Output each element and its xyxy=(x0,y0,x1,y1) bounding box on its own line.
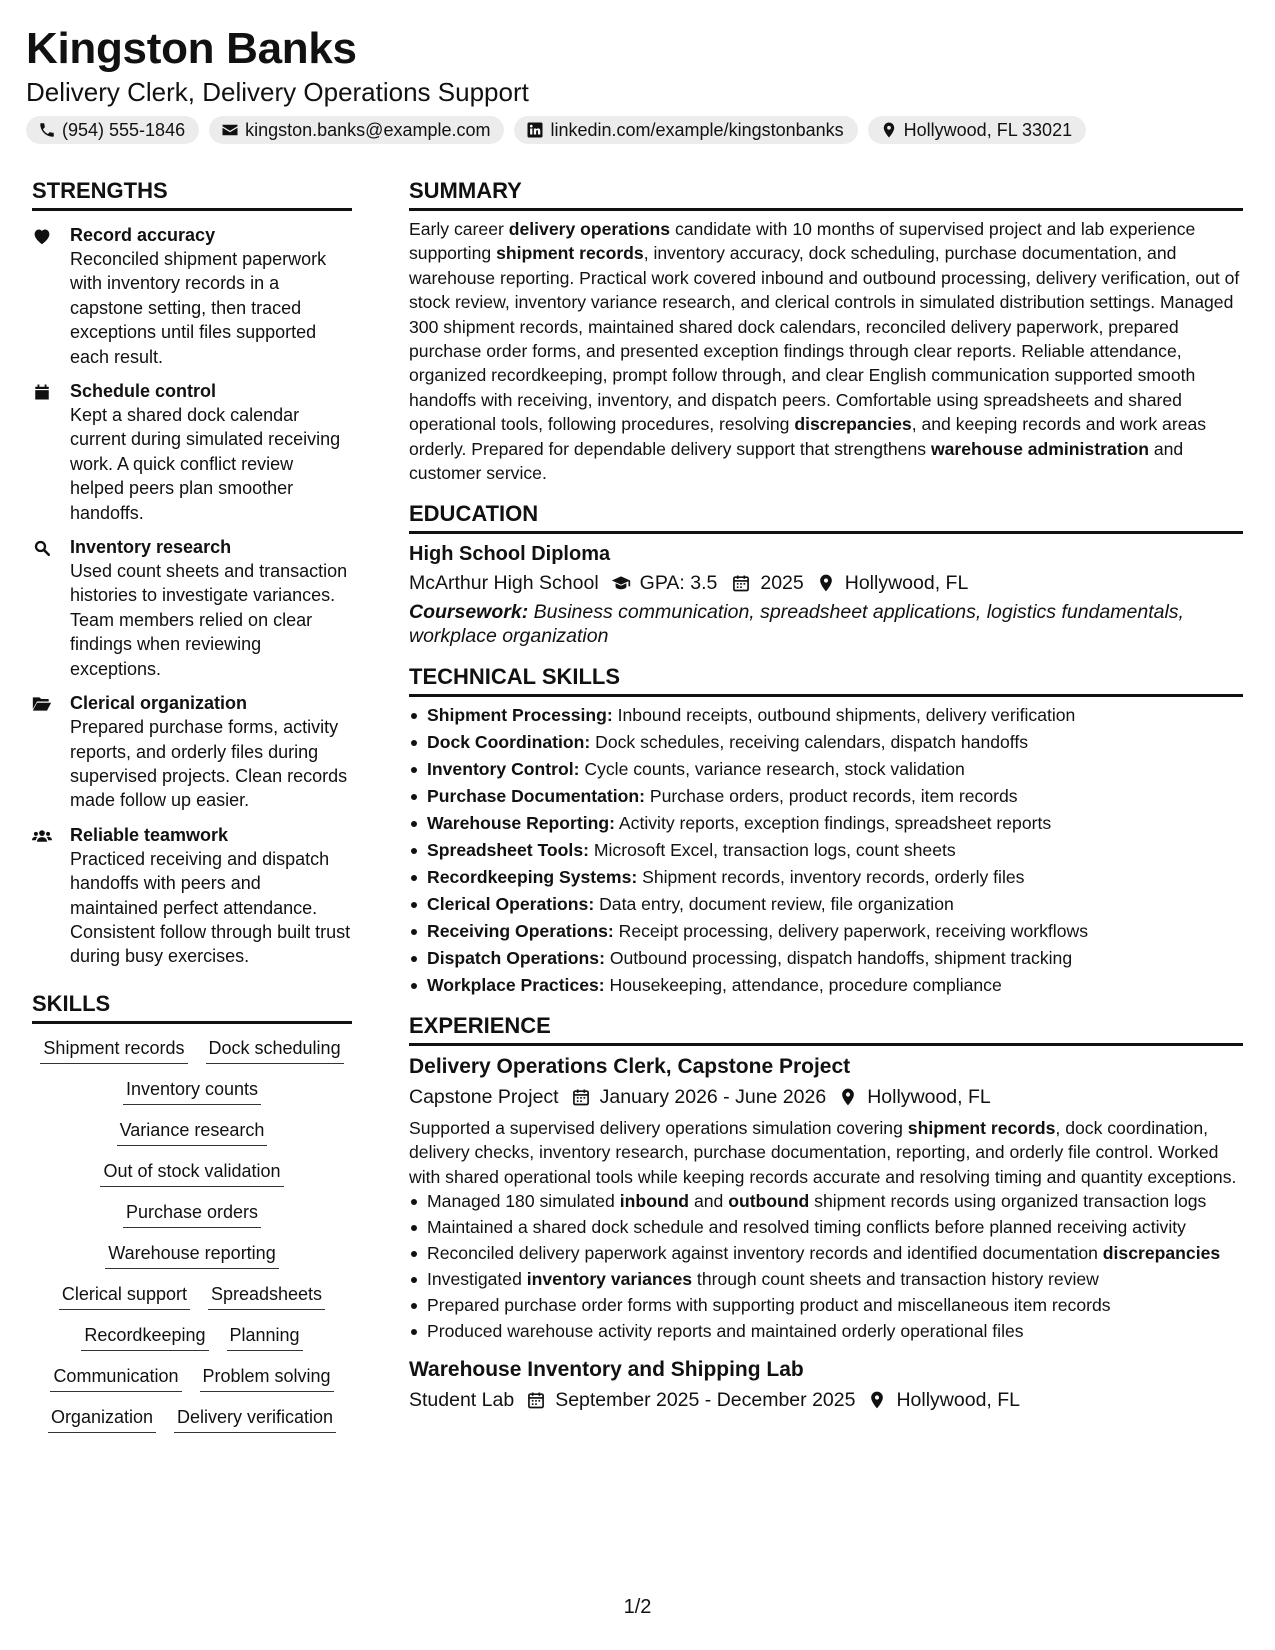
list-item: Shipment Processing: Inbound receipts, outbound shipments, delivery verification xyxy=(427,703,1243,727)
folder-open-icon xyxy=(32,695,52,713)
skill-tag: Inventory counts xyxy=(123,1077,261,1105)
experience-heading: EXPERIENCE xyxy=(409,1011,1243,1046)
job-dates: September 2025 - December 2025 xyxy=(555,1389,856,1412)
graduation-cap-icon xyxy=(611,573,631,593)
list-item: Dispatch Operations: Outbound processing, dispatch handoffs, shipment tracking xyxy=(427,946,1243,970)
list-item: Spreadsheet Tools: Microsoft Excel, transaction logs, count sheets xyxy=(427,838,1243,862)
right-column xyxy=(409,176,1243,1415)
skill-tag: Shipment records xyxy=(40,1036,187,1064)
users-icon xyxy=(32,827,52,845)
list-item: Warehouse Reporting: Activity reports, exception findings, spreadsheet reports xyxy=(427,811,1243,835)
skill-tag: Recordkeeping xyxy=(81,1323,208,1351)
strength-title: Schedule control xyxy=(70,381,217,402)
skill-tag: Communication xyxy=(50,1364,181,1392)
list-item: Produced warehouse activity reports and maintained orderly operational files xyxy=(427,1319,1243,1343)
job-description: Supported a supervised delivery operations simulation covering shipment records, dock coordination, delivery checks, inventory research, purchase documentation, reporting, and orderly file control. Worked with shared operational tools while keeping records accurate and resolving timing and quantity exceptions. xyxy=(409,1117,1237,1187)
skill-tag: Planning xyxy=(227,1323,303,1351)
graduation-year: 2025 xyxy=(760,572,804,595)
heart-icon xyxy=(32,227,52,245)
calendar-icon xyxy=(526,1390,546,1410)
map-marker-icon xyxy=(867,1390,887,1410)
education-heading: EDUCATION xyxy=(409,499,1243,534)
resume-header xyxy=(26,22,1249,144)
map-marker-icon xyxy=(838,1087,858,1107)
contact-email-text: kingston.banks@example.com xyxy=(245,119,491,140)
skill-tag: Warehouse reporting xyxy=(105,1241,278,1269)
job-title: Warehouse Inventory and Shipping Lab xyxy=(409,1358,804,1382)
strength-title: Clerical organization xyxy=(70,693,248,714)
technical-skills-heading: TECHNICAL SKILLS xyxy=(409,662,1243,697)
linkedin-icon xyxy=(526,121,544,139)
contact-linkedin-text: linkedin.com/example/kingstonbanks xyxy=(550,119,844,140)
list-item: Receiving Operations: Receipt processing, delivery paperwork, receiving workflows xyxy=(427,919,1243,943)
job-bullets xyxy=(409,1189,1243,1343)
skill-tag: Purchase orders xyxy=(123,1200,261,1228)
list-item: Investigated inventory variances through count sheets and transaction history review xyxy=(427,1267,1243,1291)
contact-phone[interactable] xyxy=(26,116,199,144)
strength-body: Kept a shared dock calendar current during simulated receiving work. A quick conflict review helped peers plan smoother handoffs. xyxy=(70,405,341,523)
skill-tag: Variance research xyxy=(117,1118,268,1146)
candidate-subtitle: Delivery Clerk, Delivery Operations Support xyxy=(26,77,529,107)
list-item: Inventory Control: Cycle counts, variance research, stock validation xyxy=(427,757,1243,781)
candidate-name: Kingston Banks xyxy=(26,24,357,73)
contact-bar xyxy=(26,116,1249,144)
skill-tag: Delivery verification xyxy=(174,1405,336,1433)
calendar-icon xyxy=(32,383,52,401)
strengths-list xyxy=(32,223,352,969)
strength-item xyxy=(32,535,352,681)
strength-item xyxy=(32,823,352,969)
job-meta xyxy=(409,1385,1243,1415)
list-item: Reconciled delivery paperwork against inventory records and identified documentation discrepancies xyxy=(427,1241,1243,1265)
strengths-heading: STRENGTHS xyxy=(32,176,352,211)
search-icon xyxy=(32,539,52,557)
skills-list xyxy=(32,1036,352,1433)
envelope-icon xyxy=(221,121,239,139)
education-meta xyxy=(409,568,1243,598)
contact-location[interactable] xyxy=(868,116,1086,144)
school-location: Hollywood, FL xyxy=(844,572,969,595)
skill-tag: Out of stock validation xyxy=(100,1159,283,1187)
strength-title: Record accuracy xyxy=(70,225,216,245)
phone-icon xyxy=(38,121,56,139)
skill-tag: Organization xyxy=(48,1405,156,1433)
strength-item xyxy=(32,223,352,369)
list-item: Dock Coordination: Dock schedules, receiving calendars, dispatch handoffs xyxy=(427,730,1243,754)
strength-title: Reliable teamwork xyxy=(70,824,229,845)
skill-tag: Dock scheduling xyxy=(206,1036,344,1064)
summary-text: Early career delivery operations candidate with 10 months of supervised project and lab experience supporting shipment records, inventory accuracy, dock scheduling, purchase documentation, and warehouse reporting. Practical work covered inbound and outbound processing, delivery verification, out of stock review, inventory variance research, and clerical controls in simulated distribution settings. Managed 300 shipment records, maintained shared dock calendars, reconciled delivery paperwork, prepared purchase order forms, and presented exception findings through clear reports. Reliable attendance, organized recordkeeping, prompt follow through, and clear English communication supported smooth handoffs with receiving, inventory, and dispatch peers. Comfortable using spreadsheets and shared operational tools, following procedures, resolving discrepancies, and keeping records and work areas orderly. Prepared for dependable delivery support that strengthens warehouse administration and customer service. xyxy=(409,219,1240,484)
calendar-icon xyxy=(731,573,751,593)
strength-body: Practiced receiving and dispatch handoffs with peers and maintained perfect attendance. Consistent follow through built trust during busy exercises. xyxy=(70,848,351,967)
job-dates: January 2026 - June 2026 xyxy=(599,1085,827,1108)
contact-email[interactable] xyxy=(209,116,504,144)
calendar-icon xyxy=(571,1087,591,1107)
job-org: Student Lab xyxy=(409,1389,515,1412)
job-title: Delivery Operations Clerk, Capstone Project xyxy=(409,1054,851,1078)
technical-skills-list xyxy=(409,703,1243,996)
summary-heading: SUMMARY xyxy=(409,176,1243,211)
gpa-value: GPA: 3.5 xyxy=(639,572,718,595)
contact-phone-text: (954) 555-1846 xyxy=(62,119,186,140)
strength-body: Used count sheets and transaction histories to investigate variances. Team members relied on clear findings when reviewing exceptions. xyxy=(70,561,348,679)
list-item: Purchase Documentation: Purchase orders, product records, item records xyxy=(427,784,1243,808)
job-location: Hollywood, FL xyxy=(867,1085,991,1108)
contact-linkedin[interactable] xyxy=(514,116,857,144)
list-item: Recordkeeping Systems: Shipment records, inventory records, orderly files xyxy=(427,865,1243,889)
skills-heading: SKILLS xyxy=(32,989,352,1024)
list-item: Managed 180 simulated inbound and outbound shipment records using organized transaction logs xyxy=(427,1189,1243,1213)
coursework-text: Business communication, spreadsheet applications, logistics fundamentals, workplace organization xyxy=(409,601,1184,648)
strength-body: Reconciled shipment paperwork with inventory records in a capstone setting, then traced exceptions until files supported each result. xyxy=(70,249,327,367)
list-item: Maintained a shared dock schedule and resolved timing conflicts before planned receiving activity xyxy=(427,1215,1243,1239)
degree-title: High School Diploma xyxy=(409,543,611,566)
job-meta xyxy=(409,1082,1243,1112)
job-location: Hollywood, FL xyxy=(896,1389,1021,1412)
strength-body: Prepared purchase forms, activity reports, and orderly files during supervised projects. Clean records made follow up easier. xyxy=(70,717,348,811)
coursework xyxy=(409,600,1243,648)
map-marker-icon xyxy=(816,573,836,593)
page-number: 1/2 xyxy=(623,1596,652,1618)
school-name: McArthur High School xyxy=(409,572,599,595)
list-item: Prepared purchase order forms with supporting product and miscellaneous item records xyxy=(427,1293,1243,1317)
job-org: Capstone Project xyxy=(409,1085,559,1108)
skill-tag: Problem solving xyxy=(200,1364,334,1392)
strength-title: Inventory research xyxy=(70,537,232,558)
coursework-label: Coursework: xyxy=(409,601,529,624)
left-column xyxy=(32,176,352,1433)
skill-tag: Spreadsheets xyxy=(208,1282,325,1310)
strength-item xyxy=(32,691,352,813)
list-item: Workplace Practices: Housekeeping, attendance, procedure compliance xyxy=(427,973,1243,997)
strength-item xyxy=(32,379,352,525)
contact-location-text: Hollywood, FL 33021 xyxy=(903,119,1073,140)
map-marker-icon xyxy=(880,121,898,139)
skill-tag: Clerical support xyxy=(59,1282,190,1310)
list-item: Clerical Operations: Data entry, document review, file organization xyxy=(427,892,1243,916)
